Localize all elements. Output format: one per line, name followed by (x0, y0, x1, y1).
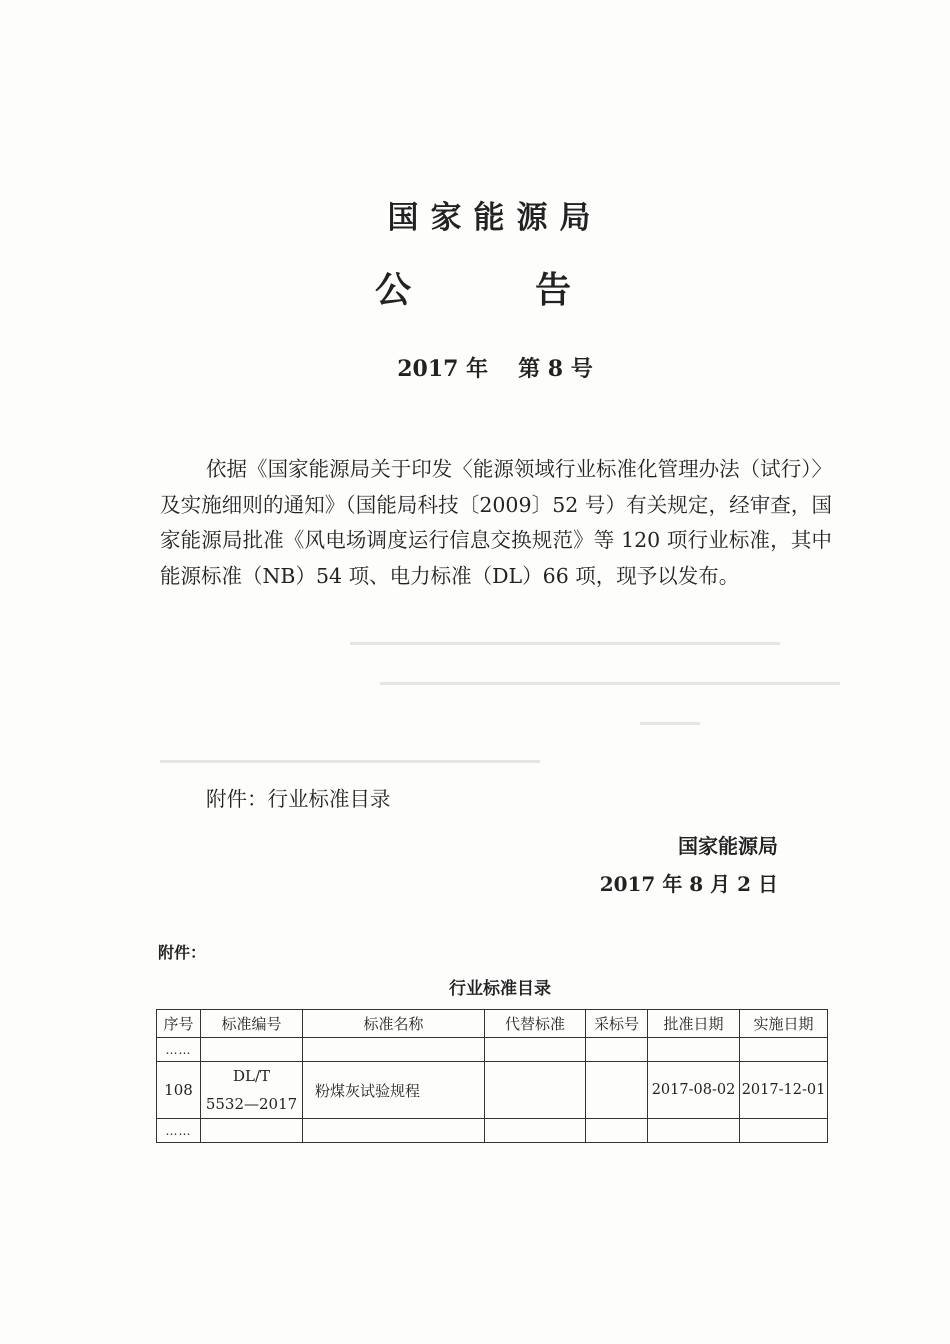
row-code (201, 1062, 303, 1119)
scan-smudge (640, 722, 700, 725)
empty-cell (303, 1038, 485, 1062)
empty-cell (201, 1038, 303, 1062)
table-row (157, 1062, 828, 1119)
row-adopted (586, 1062, 648, 1119)
empty-cell (586, 1119, 648, 1143)
announcement-title: 公 告 (374, 270, 615, 311)
attachment-line: 附件：行业标准目录 (206, 787, 391, 811)
announcement-issue: 第 8 号 (518, 356, 593, 382)
ellipsis-cell: …… (157, 1119, 201, 1143)
row-approved-date: 2017-08-02 (648, 1062, 740, 1119)
scan-smudge (160, 760, 540, 763)
table-row (157, 1119, 828, 1143)
row-effective-date: 2017-12-01 (740, 1062, 828, 1119)
row-replaced (485, 1062, 586, 1119)
appendix-label: 附件： (158, 943, 207, 962)
column-header-code: 标准编号 (201, 1010, 303, 1038)
empty-cell (303, 1119, 485, 1143)
empty-cell (648, 1119, 740, 1143)
empty-cell (485, 1119, 586, 1143)
row-code-line1: DL/T (232, 1067, 271, 1085)
column-header-approved: 批准日期 (648, 1010, 740, 1038)
signature-org: 国家能源局 (678, 834, 778, 858)
column-header-index: 序号 (157, 1010, 201, 1038)
announcement-year: 2017 年 (397, 356, 489, 382)
empty-cell (201, 1119, 303, 1143)
column-header-adopted: 采标号 (586, 1010, 648, 1038)
table-title: 行业标准目录 (449, 979, 551, 999)
faded-scan-area (160, 632, 850, 782)
announcement-number (0, 352, 950, 383)
column-header-effective: 实施日期 (740, 1010, 828, 1038)
column-header-replaced: 代替标准 (485, 1010, 586, 1038)
standards-table (156, 1009, 828, 1143)
ellipsis-cell: …… (157, 1038, 201, 1062)
row-name: 粉煤灰试验规程 (303, 1062, 485, 1119)
empty-cell (648, 1038, 740, 1062)
table-header-row (157, 1010, 828, 1038)
column-header-name: 标准名称 (303, 1010, 485, 1038)
empty-cell (740, 1038, 828, 1062)
row-index: 108 (157, 1062, 201, 1119)
row-code-line2: 5532—2017 (205, 1095, 298, 1113)
issuer-heading: 国家能源局 (387, 200, 603, 236)
scan-smudge (380, 682, 840, 685)
announcement-body (160, 452, 832, 594)
empty-cell (740, 1119, 828, 1143)
empty-cell (586, 1038, 648, 1062)
empty-cell (485, 1038, 586, 1062)
table-row (157, 1038, 828, 1062)
signature-date: 2017 年 8 月 2 日 (599, 872, 778, 896)
scan-smudge (350, 642, 780, 645)
body-paragraph: 依据《国家能源局关于印发〈能源领域行业标准化管理办法（试行）〉及实施细则的通知》（国能局科技〔2009〕52 号）有关规定，经审查，国家能源局批准《风电场调度运行信息交换规范》等 120 项行业标准，其中能源标准（NB）54 项、电力标准（DL）66 项，现予以发布。 (160, 457, 832, 588)
